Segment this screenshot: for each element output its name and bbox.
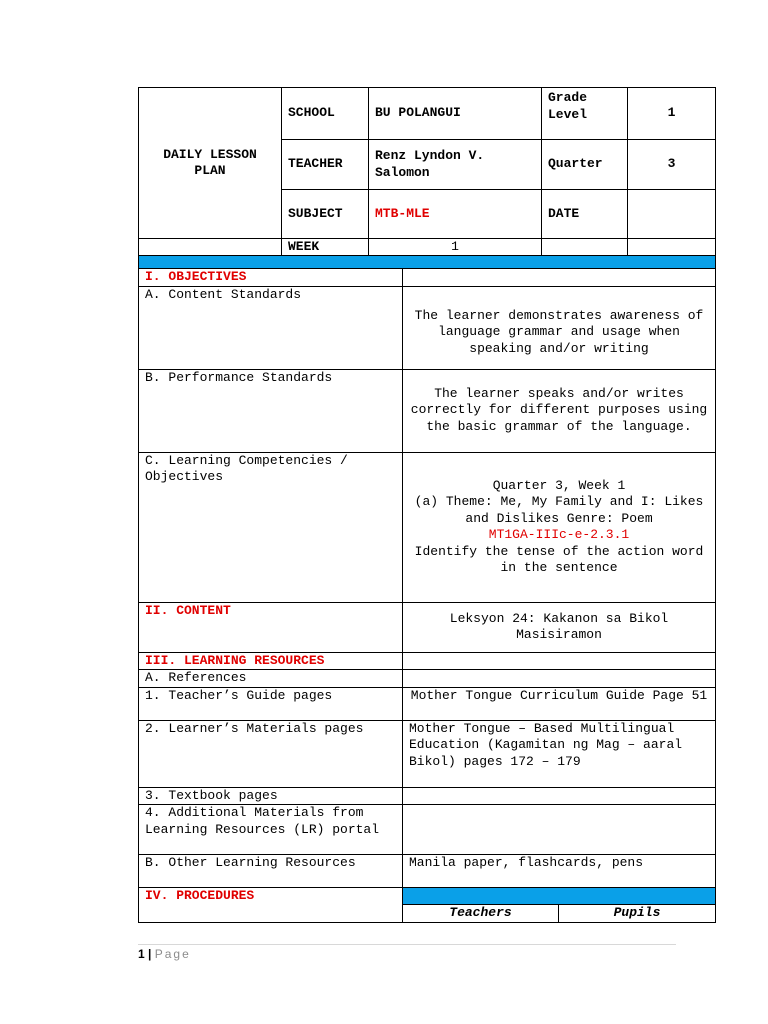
grade-value: 1 — [628, 88, 716, 140]
subject-label: SUBJECT — [282, 190, 369, 239]
page-number: 1 — [138, 947, 145, 961]
teacher-value: Renz Lyndon V. Salomon — [369, 140, 542, 190]
content-standards-label: A. Content Standards — [139, 286, 403, 369]
references-label: A. References — [139, 670, 403, 688]
header-table — [138, 87, 716, 257]
date-label: DATE — [542, 190, 628, 239]
lm-value: Mother Tongue – Based Multilingual Education (Kagamitan ng Mag – aaral Bikol) pages 172 – 179 — [403, 720, 716, 787]
objectives-heading: I. OBJECTIVES — [139, 269, 403, 287]
performance-standards-label: B. Performance Standards — [139, 369, 403, 452]
resources-heading: III. LEARNING RESOURCES — [139, 652, 403, 670]
other-resources-label: B. Other Learning Resources — [139, 855, 403, 888]
subject-value: MTB-MLE — [369, 190, 542, 239]
week-spacer — [139, 239, 282, 257]
additional-label: 4. Additional Materials from Learning Resources (LR) portal — [139, 805, 403, 855]
quarter-label: Quarter — [542, 140, 628, 190]
additional-value — [403, 805, 716, 855]
content-value: Leksyon 24: Kakanon sa Bikol Masisiramon — [403, 602, 716, 652]
lm-label: 2. Learner’s Materials pages — [139, 720, 403, 787]
references-empty — [403, 670, 716, 688]
week-label: WEEK — [282, 239, 369, 257]
date-value — [628, 190, 716, 239]
lesson-table — [138, 255, 716, 923]
objectives-heading-empty — [403, 269, 716, 287]
school-label: SCHOOL — [282, 88, 369, 140]
performance-standards-value: The learner speaks and/or writes correctly for different purposes using the basic grammar of the language. — [403, 369, 716, 452]
competencies-label: C. Learning Competencies / Objectives — [139, 452, 403, 602]
competencies-line1: Quarter 3, Week 1 — [492, 477, 626, 493]
footer-divider — [138, 944, 676, 945]
textbook-label: 3. Textbook pages — [139, 787, 403, 805]
content-standards-value: The learner demonstrates awareness of language grammar and usage when speaking and/or writing — [403, 286, 716, 369]
competencies-value — [403, 452, 716, 602]
document-title: DAILY LESSON PLAN — [139, 88, 282, 239]
teacher-label: TEACHER — [282, 140, 369, 190]
competencies-code: MT1GA-IIIc-e-2.3.1 — [488, 527, 630, 542]
procedures-band — [403, 888, 716, 905]
week-value: 1 — [369, 239, 542, 257]
tg-value: Mother Tongue Curriculum Guide Page 51 — [403, 687, 716, 720]
competencies-line3: Identify the tense of the action word in the sentence — [414, 543, 704, 575]
grade-label: Grade Level — [542, 88, 628, 140]
blue-band — [139, 256, 716, 269]
resources-heading-empty — [403, 652, 716, 670]
teachers-column-header: Teachers — [403, 905, 559, 923]
tg-label: 1. Teacher’s Guide pages — [139, 687, 403, 720]
page-footer — [138, 947, 191, 961]
week-empty-2 — [628, 239, 716, 257]
content-heading: II. CONTENT — [139, 602, 403, 652]
pupils-column-header: Pupils — [559, 905, 716, 923]
page-word: Page — [154, 947, 191, 961]
procedures-heading: IV. PROCEDURES — [139, 888, 403, 923]
footer-separator: | — [148, 947, 152, 961]
school-value: BU POLANGUI — [369, 88, 542, 140]
other-resources-value: Manila paper, flashcards, pens — [403, 855, 716, 888]
textbook-value — [403, 787, 716, 805]
week-empty-1 — [542, 239, 628, 257]
competencies-line2: (a) Theme: Me, My Family and I: Likes and Dislikes Genre: Poem — [414, 494, 704, 526]
quarter-value: 3 — [628, 140, 716, 190]
